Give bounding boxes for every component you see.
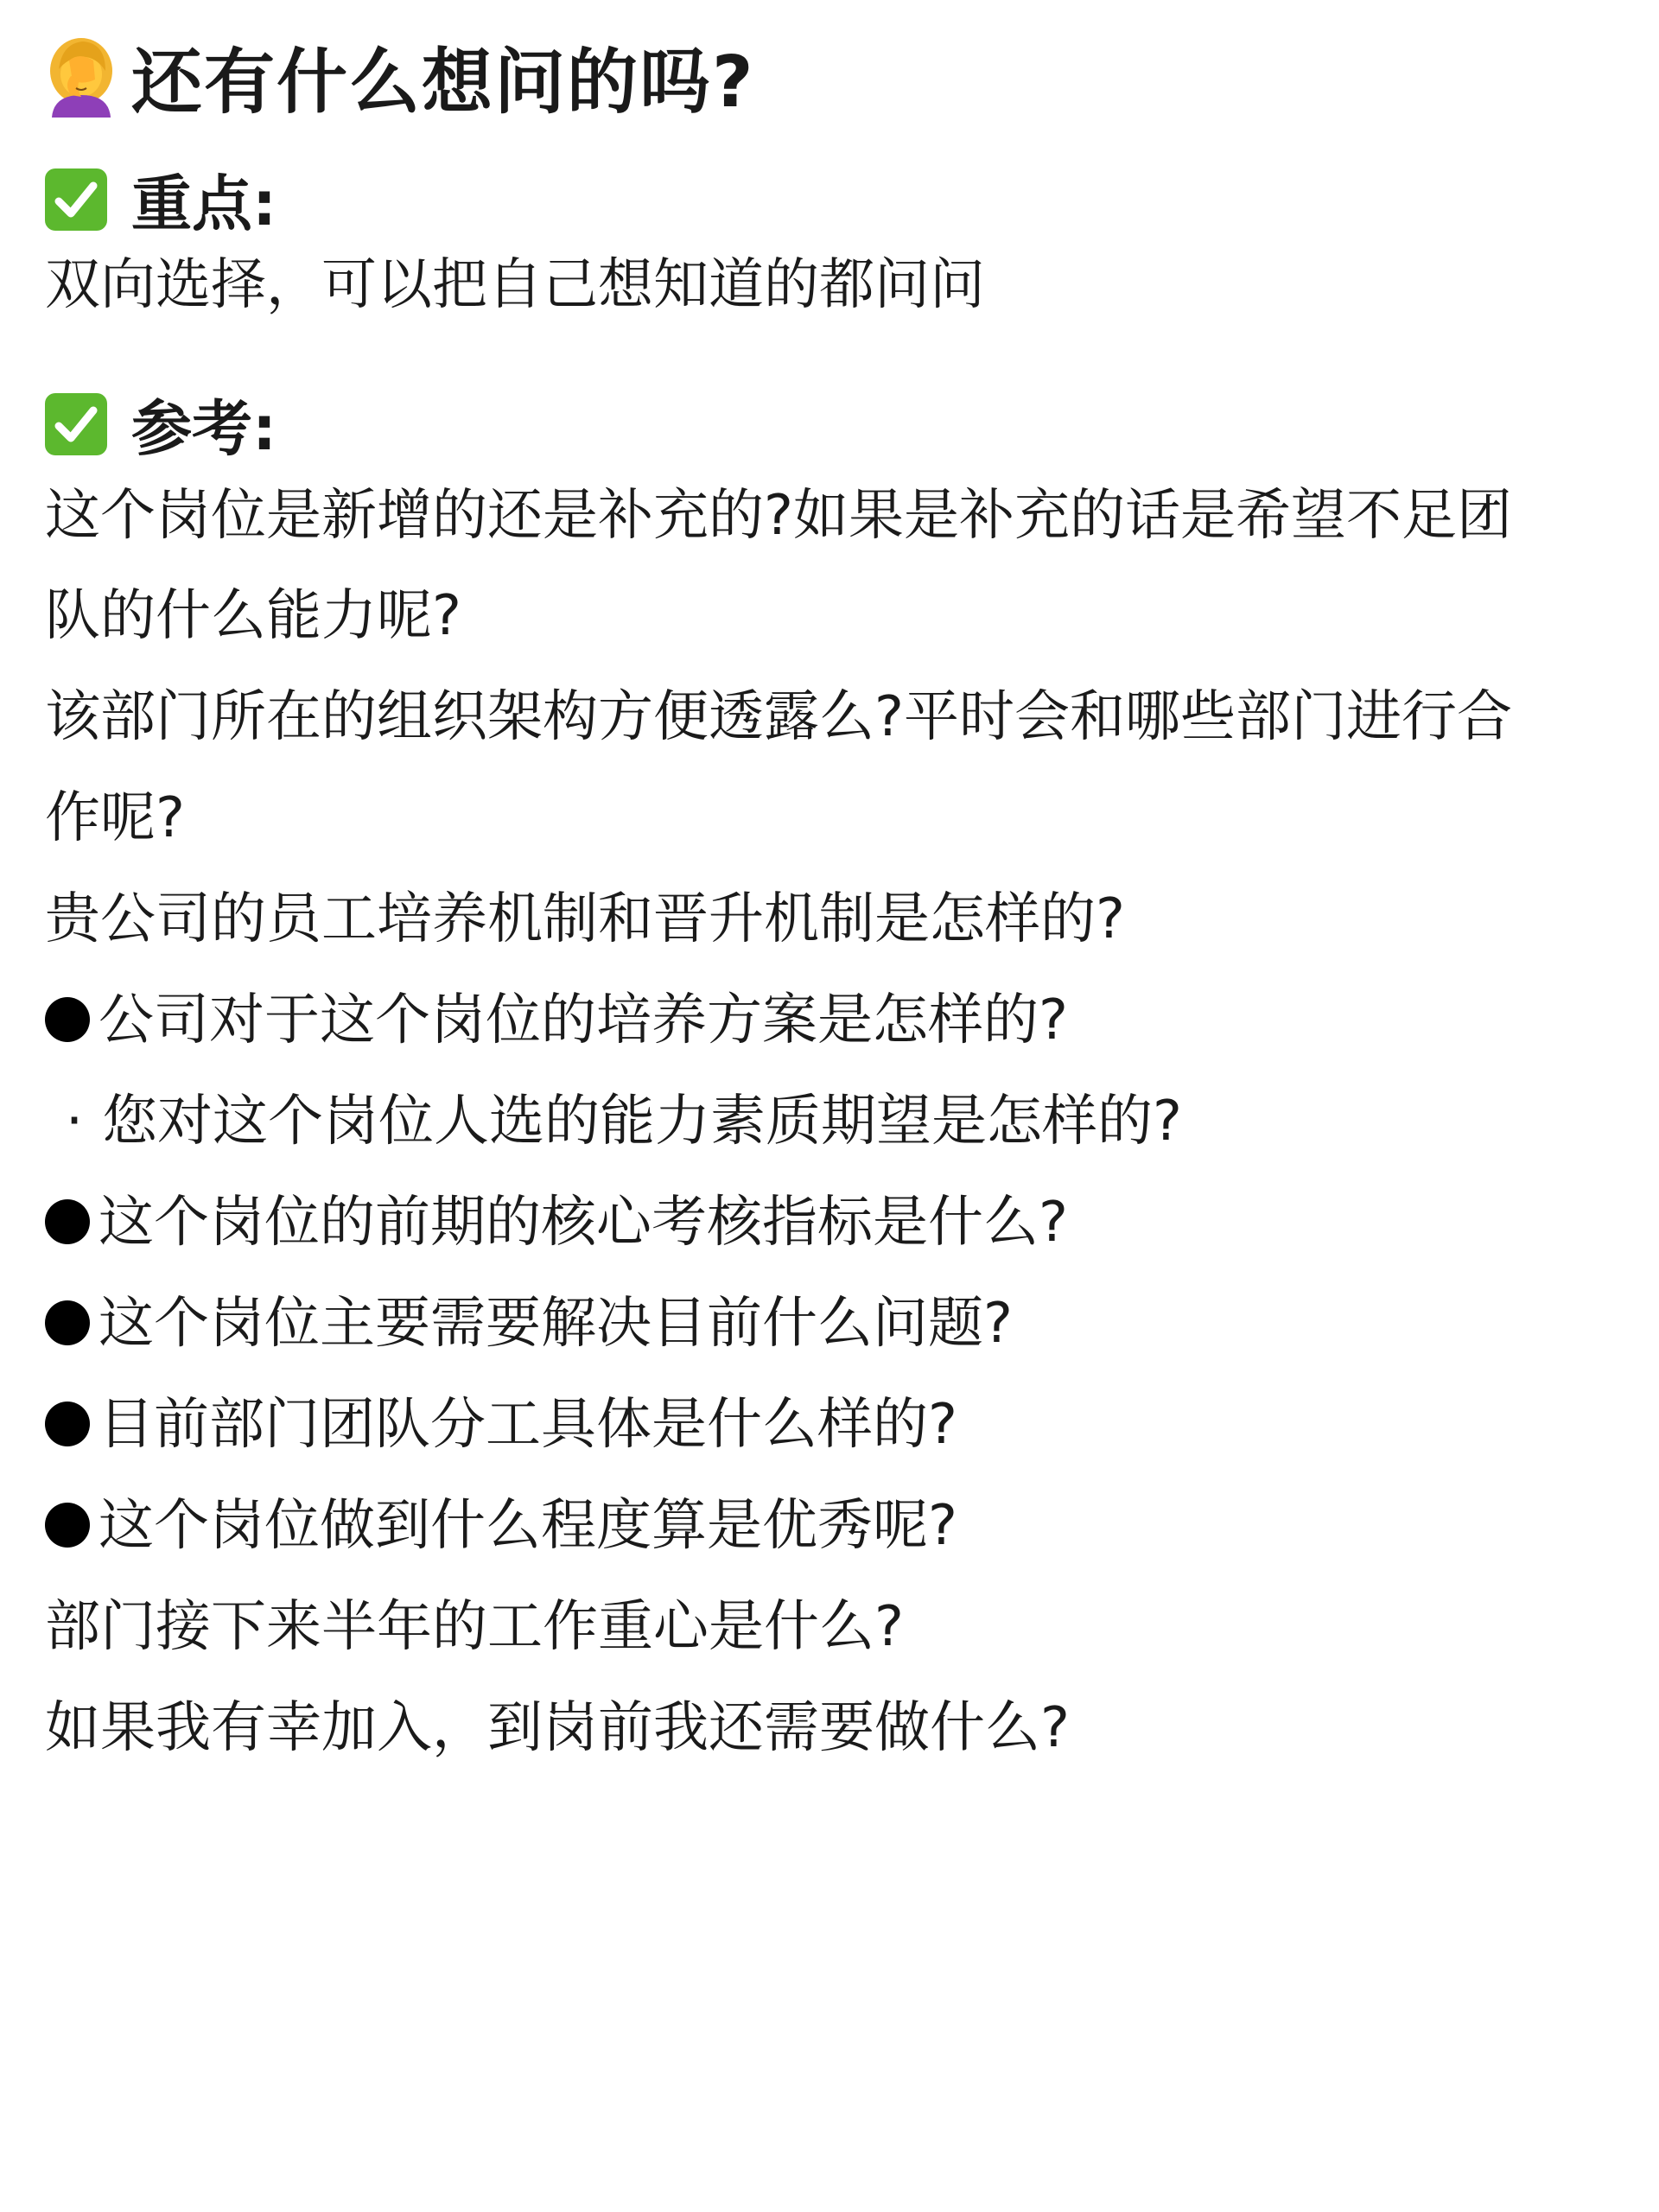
section-text: 双向选择，可以把自己想知道的都问问 xyxy=(45,253,985,317)
section-heading-reference xyxy=(45,380,276,467)
list-item xyxy=(45,1188,1068,1257)
list-item-text: 公司对于这个岗位的培养方案是怎样的? xyxy=(99,988,1068,1052)
list-item xyxy=(45,1491,957,1560)
check-mark-button-icon xyxy=(45,168,107,231)
list-item: 队的什么能力呢? xyxy=(45,584,461,648)
small-bullet: · xyxy=(65,1090,84,1154)
bullet-dot-icon xyxy=(45,1402,90,1446)
list-item xyxy=(45,1390,957,1459)
list-item-text: 这个岗位主要需要解决目前什么问题? xyxy=(99,1292,1013,1356)
facepalm-woman-icon xyxy=(45,35,118,118)
list-item: 贵公司的员工培养机制和晋升机制是怎样的? xyxy=(45,887,1125,951)
list-item-text: 您对这个岗位人选的能力素质期望是怎样的? xyxy=(102,1090,1182,1154)
list-item xyxy=(45,986,1068,1055)
section-heading-text: 重点: xyxy=(131,168,276,239)
list-item-text: 目前部门团队分工具体是什么样的? xyxy=(99,1393,957,1457)
bullet-dot-icon xyxy=(45,1199,90,1244)
bullet-dot-icon xyxy=(45,1300,90,1345)
section-heading-text: 参考: xyxy=(131,393,276,464)
title-text: 还有什么想问的吗? xyxy=(131,41,755,124)
bullet-dot-icon xyxy=(45,997,90,1042)
list-item xyxy=(45,1087,1182,1156)
list-item: 该部门所在的组织架构方便透露么?平时会和哪些部门进行合 xyxy=(45,685,1512,749)
page-title xyxy=(45,24,755,128)
list-item: 如果我有幸加入，到岗前我还需要做什么? xyxy=(45,1696,1070,1760)
section-heading-key-points xyxy=(45,156,276,243)
list-item-text: 这个岗位做到什么程度算是优秀呢? xyxy=(99,1494,957,1558)
list-item-text: 这个岗位的前期的核心考核指标是什么? xyxy=(99,1191,1068,1255)
list-item: 这个岗位是新增的还是补充的?如果是补充的话是希望不足团 xyxy=(45,484,1512,548)
list-item: 部门接下来半年的工作重心是什么? xyxy=(45,1595,904,1659)
bullet-dot-icon xyxy=(45,1503,90,1548)
list-item: 作呢? xyxy=(45,786,185,850)
list-item xyxy=(45,1289,1013,1358)
check-mark-button-icon xyxy=(45,393,107,455)
